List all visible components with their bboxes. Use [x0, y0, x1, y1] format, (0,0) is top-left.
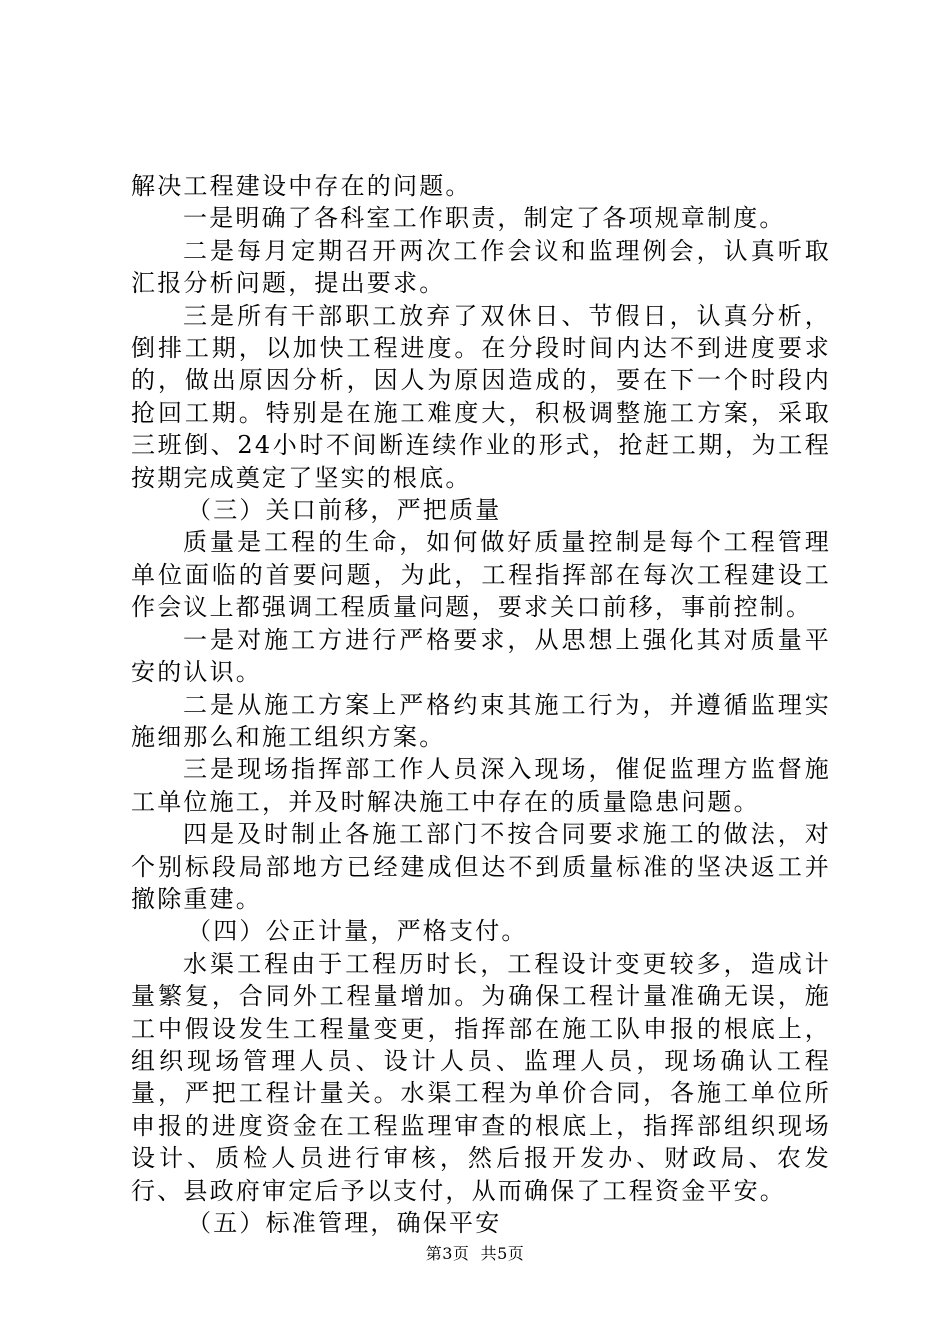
paragraph-quality-1: 一是对施工方进行严格要求，从思想上强化其对质量平安的认识。: [131, 625, 831, 687]
document-body: [131, 170, 831, 1239]
paragraph-quality-4: 四是及时制止各施工部门不按合同要求施工的做法，对个别标段局部地方已经建成但达不到质量标准的坚决返工并撤除重建。: [131, 820, 831, 913]
section-heading-5: （五）标准管理，确保平安: [187, 1209, 502, 1237]
page-number-label: 第3页 共5页: [425, 1244, 525, 1263]
paragraph-continuation: 解决工程建设中存在的问题。: [131, 172, 472, 200]
paragraph-measurement: 水渠工程由于工程历时长，工程设计变更较多，造成计量繁复，合同外工程量增加。为确保工程计量准确无误，施工中假设发生工程量变更，指挥部在施工队申报的根底上，组织现场管理人员、设计人员、监理人员，现场确认工程量，严把工程计量关。水渠工程为单价合同，各施工单位所申报的进度资金在工程监理审查的根底上，指挥部组织现场设计、质检人员进行审核，然后报开发办、财政局、农发行、县政府审定后予以支付，从而确保了工程资金平安。: [131, 949, 831, 1205]
section-heading-4: （四）公正计量，严格支付。: [187, 917, 528, 946]
paragraph-quality-2: 二是从施工方案上严格约束其施工行为，并遵循监理实施细那么和施工组织方案。: [131, 690, 831, 751]
paragraph-item-2: 二是每月定期召开两次工作会议和监理例会，认真听取汇报分析问题，提出要求。: [131, 236, 831, 298]
paragraph-item-1: 一是明确了各科室工作职责，制定了各项规章制度。: [183, 204, 786, 233]
paragraph-quality-3: 三是现场指挥部工作人员深入现场，催促监理方监督施工单位施工，并及时解决施工中存在的质量隐患问题。: [131, 755, 831, 816]
page-footer: [0, 1243, 950, 1265]
paragraph-quality-intro: 质量是工程的生命，如何做好质量控制是每个工程管理单位面临的首要问题，为此，工程指挥部在每次工程建设工作会议上都强调工程质量问题，要求关口前移，事前控制。: [131, 528, 831, 622]
section-heading-3: （三）关口前移，严把质量: [187, 496, 502, 525]
paragraph-item-3: 三是所有干部职工放弃了双休日、节假日，认真分析，倒排工期，以加快工程进度。在分段时间内达不到进度要求的，做出原因分析，因人为原因造成的，要在下一个时段内抢回工期。特别是在施工难度大，积极调整施工方案，采取三班倒、24小时不间断连续作业的形式，抢赶工期，为工程按期完成奠定了坚实的根底。: [131, 301, 831, 492]
